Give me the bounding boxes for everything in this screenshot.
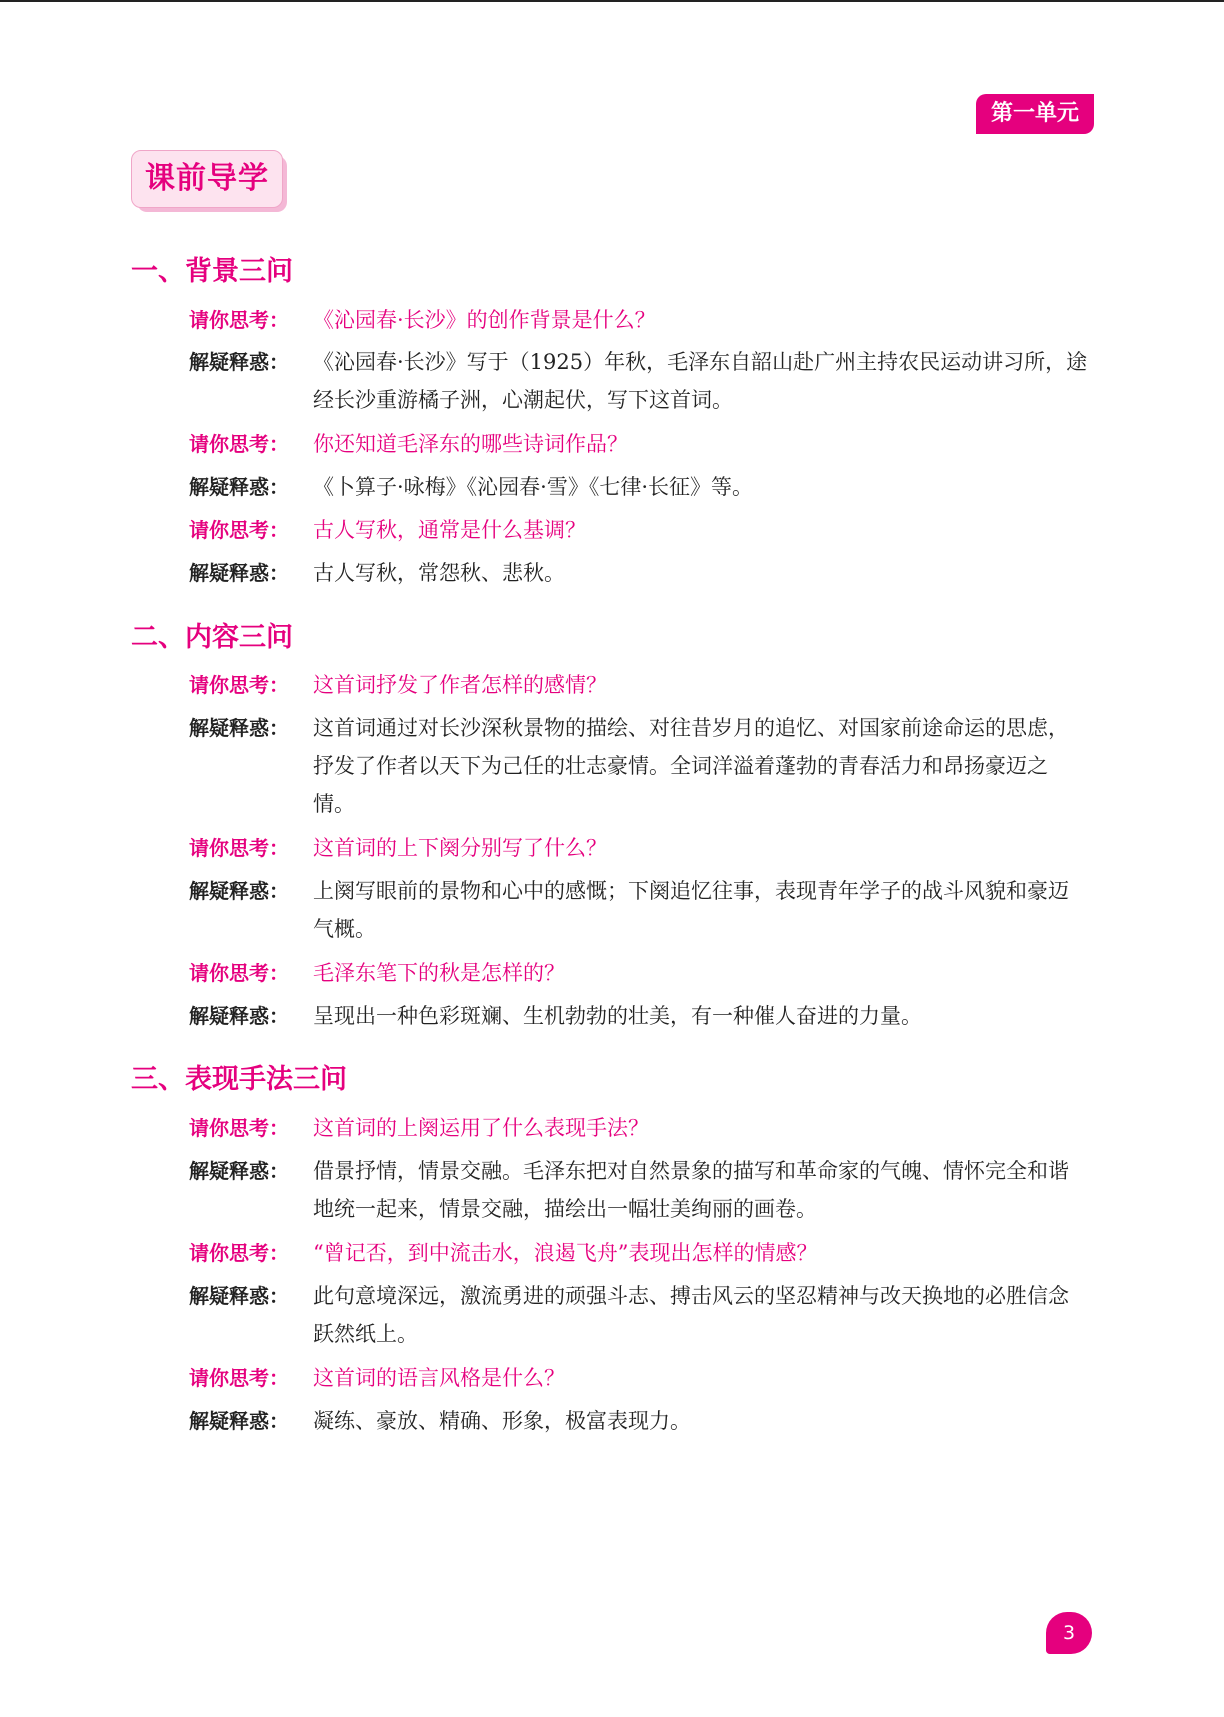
answer-label: 解疑释惑： [189, 1284, 289, 1308]
answer-label: 解疑释惑： [189, 1004, 289, 1028]
question-label: 请你思考： [189, 1366, 289, 1390]
answer-item [189, 1277, 1089, 1353]
answer-text: 借景抒情，情景交融。毛泽东把对自然景象的描写和革命家的气魄、情怀完全和谐地统一起来，情景交融，描绘出一幅壮美绚丽的画卷。 [313, 1159, 1069, 1221]
answer-item [189, 468, 1089, 506]
question-text: 古人写秋，通常是什么基调？ [313, 518, 586, 542]
answer-text: 上阕写眼前的景物和心中的感慨；下阕追忆往事，表现青年学子的战斗风貌和豪迈气概。 [313, 879, 1069, 941]
question-text: 你还知道毛泽东的哪些诗词作品？ [313, 432, 628, 456]
banner-title: 课前导学 [131, 150, 283, 208]
answer-text: 这首词通过对长沙深秋景物的描绘、对往昔岁月的追忆、对国家前途命运的思虑，抒发了作者以天下为己任的壮志豪情。全词洋溢着蓬勃的青春活力和昂扬豪迈之情。 [313, 716, 1069, 816]
answer-text: 凝练、豪放、精确、形象，极富表现力。 [313, 1409, 691, 1433]
question-text: 这首词的上下阕分别写了什么？ [313, 836, 607, 860]
question-label: 请你思考： [189, 836, 289, 860]
answer-text: 古人写秋，常怨秋、悲秋。 [313, 561, 565, 585]
question-text: 这首词的上阕运用了什么表现手法？ [313, 1116, 649, 1140]
section-banner [131, 150, 291, 214]
answer-label: 解疑释惑： [189, 475, 289, 499]
question-text: 毛泽东笔下的秋是怎样的？ [313, 961, 565, 985]
answer-label: 解疑释惑： [189, 716, 289, 740]
page-number-badge: 3 [1046, 1612, 1092, 1654]
answer-item [189, 872, 1089, 948]
section-title-technique: 三、表现手法三问 [131, 1064, 347, 1095]
question-label: 请你思考： [189, 518, 289, 542]
answer-label: 解疑释惑： [189, 879, 289, 903]
answer-text: 《沁园春·长沙》写于（1925）年秋，毛泽东自韶山赴广州主持农民运动讲习所，途经长沙重游橘子洲，心潮起伏，写下这首词。 [313, 350, 1088, 412]
answer-text: 呈现出一种色彩斑斓、生机勃勃的壮美，有一种催人奋进的力量。 [313, 1004, 922, 1028]
answer-item [189, 554, 1089, 592]
question-label: 请你思考： [189, 1116, 289, 1140]
question-item [189, 301, 1089, 339]
question-label: 请你思考： [189, 308, 289, 332]
question-item [189, 1359, 1089, 1397]
question-item [189, 829, 1089, 867]
answer-item [189, 997, 1089, 1035]
section-title-background: 一、背景三问 [131, 256, 293, 287]
answer-item [189, 343, 1089, 419]
answer-label: 解疑释惑： [189, 350, 289, 374]
answer-label: 解疑释惑： [189, 1159, 289, 1183]
question-item [189, 954, 1089, 992]
section-title-content: 二、内容三问 [131, 622, 293, 653]
answer-item [189, 1402, 1089, 1440]
answer-text: 《卜算子·咏梅》《沁园春·雪》《七律·长征》等。 [313, 475, 754, 499]
question-item [189, 1109, 1089, 1147]
answer-label: 解疑释惑： [189, 561, 289, 585]
question-text: 这首词抒发了作者怎样的感情？ [313, 673, 607, 697]
answer-text: 此句意境深远，激流勇进的顽强斗志、搏击风云的坚忍精神与改天换地的必胜信念跃然纸上。 [313, 1284, 1069, 1346]
question-item [189, 511, 1089, 549]
question-item [189, 1234, 1089, 1272]
question-text: “曾记否，到中流击水，浪遏飞舟”表现出怎样的情感？ [313, 1241, 818, 1265]
question-item [189, 666, 1089, 704]
question-label: 请你思考： [189, 673, 289, 697]
question-label: 请你思考： [189, 432, 289, 456]
answer-item [189, 709, 1089, 823]
question-text: 这首词的语言风格是什么？ [313, 1366, 565, 1390]
question-label: 请你思考： [189, 961, 289, 985]
unit-tab: 第一单元 [976, 94, 1094, 134]
question-item [189, 425, 1089, 463]
answer-label: 解疑释惑： [189, 1409, 289, 1433]
top-border-rule [0, 0, 1224, 2]
question-text: 《沁园春·长沙》的创作背景是什么？ [313, 308, 656, 332]
answer-item [189, 1152, 1089, 1228]
question-label: 请你思考： [189, 1241, 289, 1265]
